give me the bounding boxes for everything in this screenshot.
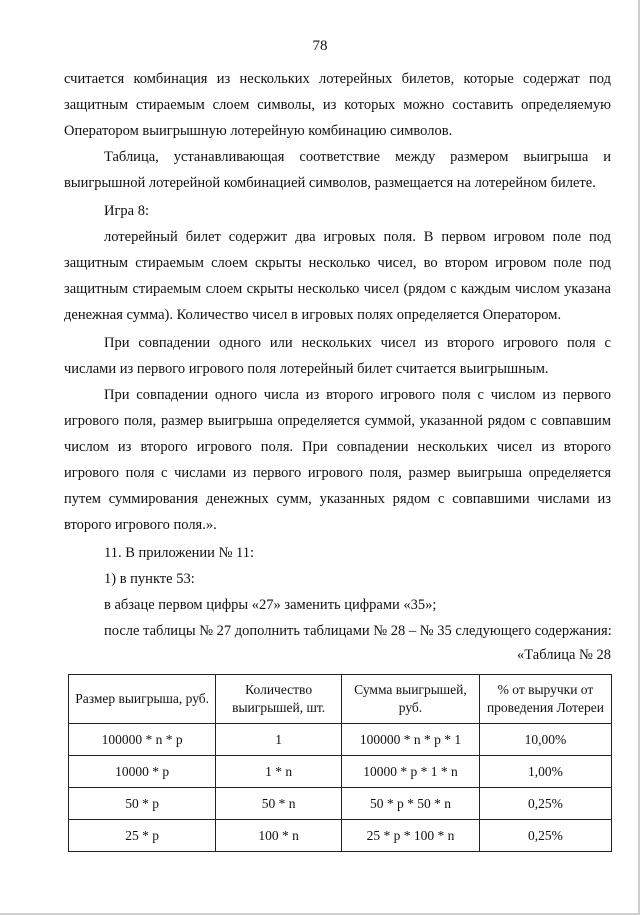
paragraph-table-note: Таблица, устанавливающая соответствие между размером выигрыша и выигрышной лотерейной комбинацией символов, размещается на лотерейном билете. [64,149,611,191]
cell-prize-count: 100 * n [216,820,342,852]
paragraph-game-8-description: лотерейный билет содержит два игровых поля. В первом игровом поле под защитным стираемым слоем скрыты несколько чисел, во втором игровом поле под защитным стираемым слоем скрыты несколько чисел (рядом с каждым числом указана денежная сумма). Количество чисел в игровых полях определяется Оператором. [64,229,611,323]
cell-revenue-percent: 0,25% [479,820,611,852]
header-revenue-percent: % от выручки от проведения Лотереи [479,675,611,724]
cell-prize-count: 50 * n [216,788,342,820]
cell-revenue-percent: 10,00% [479,724,611,756]
paragraph-prize-calculation: При совпадении одного числа из второго игрового поля с числом из первого игрового поля, размер выигрыша определяется суммой, указанной рядом с совпавшим числом из второго игрового поля. При совпадении нескольких чисел из второго игрового поля с числами из первого игрового поля, размер выигрыша определяется путем суммирования денежных сумм, указанных рядом с совпавшими числами из второго игрового поля.». [64,387,611,533]
table-row [69,788,612,820]
table-row [69,756,612,788]
cell-prize-count: 1 * n [216,756,342,788]
prize-table [68,674,612,852]
subitem-1: 1) в пункте 53: [104,571,195,587]
cell-prize-size: 100000 * n * p [69,724,216,756]
cell-prize-sum: 100000 * n * p * 1 [342,724,480,756]
header-prize-count: Количество выигрышей, шт. [216,675,342,724]
cell-revenue-percent: 0,25% [479,788,611,820]
game-8-heading: Игра 8: [104,203,150,219]
cell-prize-sum: 50 * p * 50 * n [342,788,480,820]
paragraph-win-condition: При совпадении одного или нескольких чисел из второго игрового поля с числами из первого игрового поля лотерейный билет считается выигрышным. [64,335,611,377]
cell-prize-size: 25 * p [69,820,216,852]
paragraph-add-tables: после таблицы № 27 дополнить таблицами № 28 – № 35 следующего содержания: [104,623,612,639]
paragraph-continuation: считается комбинация из нескольких лотерейных билетов, которые содержат под защитным стираемым слоем символы, из которых можно составить определяемую Оператором выигрышную лотерейную комбинацию символов. [64,71,611,139]
page-number: 78 [312,38,328,54]
cell-prize-sum: 10000 * p * 1 * n [342,756,480,788]
paragraph-replace-digits: в абзаце первом цифры «27» заменить цифрами «35»; [104,597,437,613]
cell-revenue-percent: 1,00% [479,756,611,788]
table-row [69,724,612,756]
header-prize-sum: Сумма выигрышей, руб. [342,675,480,724]
cell-prize-size: 50 * p [69,788,216,820]
table-caption: «Таблица № 28 [517,647,611,663]
table-row [69,820,612,852]
cell-prize-sum: 25 * p * 100 * n [342,820,480,852]
item-11-heading: 11. В приложении № 11: [104,545,255,561]
cell-prize-count: 1 [216,724,342,756]
table-header-row [69,675,612,724]
header-prize-size: Размер выигрыша, руб. [69,675,216,724]
cell-prize-size: 10000 * p [69,756,216,788]
